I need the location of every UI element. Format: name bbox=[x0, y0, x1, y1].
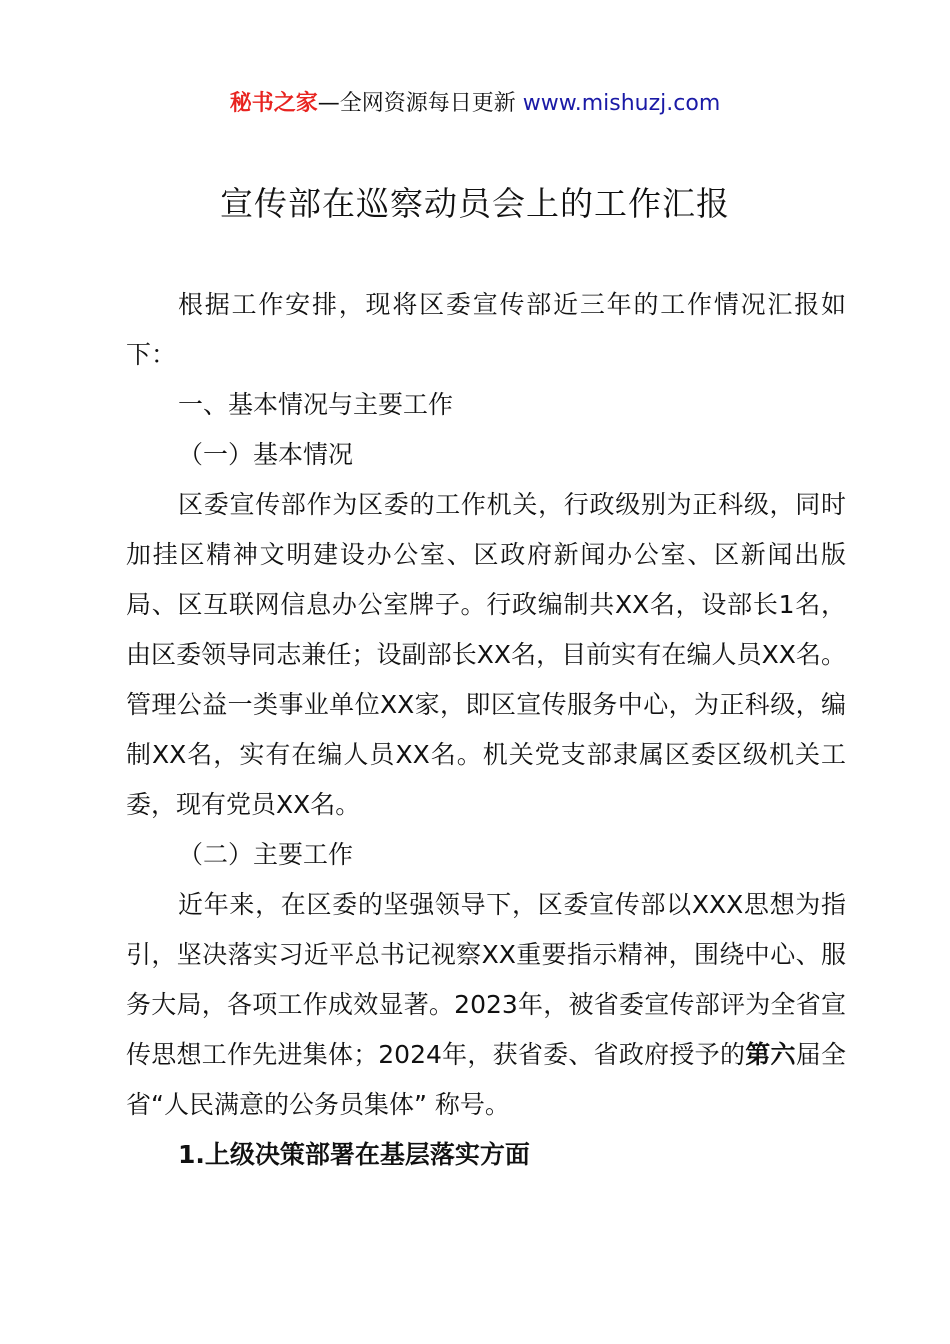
point-heading-1: 1.上级决策部署在基层落实方面 bbox=[178, 1140, 530, 1169]
header-tagline: —全网资源每日更新 bbox=[317, 91, 516, 116]
main-work-text-b: 届全省“人民满意的公务员集体” 称号。 bbox=[126, 1040, 846, 1119]
main-work-paragraph bbox=[126, 880, 846, 1130]
section-heading-1: 一、基本情况与主要工作 bbox=[178, 390, 454, 419]
main-work-bold: 第六 bbox=[745, 1040, 796, 1069]
document-title: 宣传部在巡察动员会上的工作汇报 bbox=[220, 184, 730, 223]
subsection-heading-main: （二）主要工作 bbox=[178, 840, 354, 869]
intro-paragraph: 根据工作安排，现将区委宣传部近三年的工作情况汇报如下： bbox=[126, 290, 846, 369]
site-header bbox=[0, 88, 950, 120]
site-url-link[interactable]: www.mishuzj.com bbox=[522, 91, 721, 116]
main-work-text-a: 近年来，在区委的坚强领导下，区委宣传部以XXX思想为指引，坚决落实习近平总书记视察XX重要指示精神，围绕中心、服务大局，各项工作成效显著。2023年，被省委宣传部评为全省宣传思想工作先进集体；2024年，获省委、省政府授予的 bbox=[126, 890, 846, 1069]
brand-name: 秘书之家 bbox=[229, 91, 318, 116]
basic-info-paragraph: 区委宣传部作为区委的工作机关，行政级别为正科级，同时加挂区精神文明建设办公室、区政府新闻办公室、区新闻出版局、区互联网信息办公室牌子。行政编制共XX名，设部长1名，由区委领导同志兼任；设副部长XX名，目前实有在编人员XX名。管理公益一类事业单位XX家，即区宣传服务中心，为正科级，编制XX名，实有在编人员XX名。机关党支部隶属区委区级机关工委，现有党员XX名。 bbox=[126, 490, 846, 819]
subsection-heading-basic: （一）基本情况 bbox=[178, 440, 354, 469]
document-body bbox=[126, 280, 846, 1180]
